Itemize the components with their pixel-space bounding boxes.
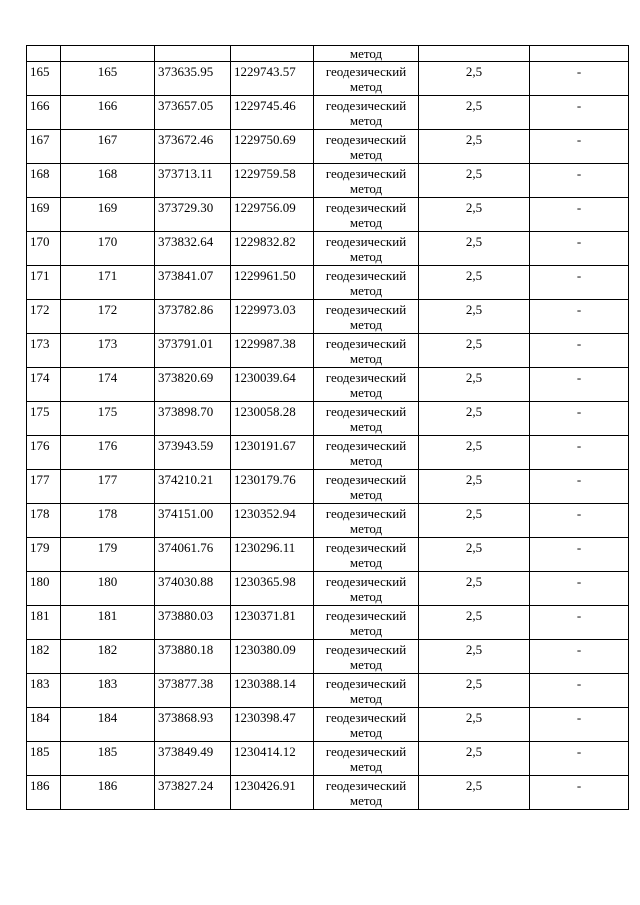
cell-accuracy: 2,5 [419, 470, 530, 504]
cell-row-number: 168 [27, 164, 61, 198]
method-line-2: метод [349, 793, 383, 808]
cell-note: - [530, 572, 629, 606]
cell-accuracy: 2,5 [419, 96, 530, 130]
cell-coordinate-y: 1229745.46 [231, 96, 314, 130]
cell-coordinate-x: 373729.30 [155, 198, 231, 232]
cell-accuracy: 2,5 [419, 266, 530, 300]
cell-row-number: 183 [27, 674, 61, 708]
cell-method [314, 96, 419, 130]
cell-method [314, 62, 419, 96]
cell-point-number: 176 [61, 436, 155, 470]
method-line-1: геодезический [325, 608, 407, 623]
cell-row-number: 169 [27, 198, 61, 232]
cell-empty [419, 46, 530, 62]
method-line-2: метод [349, 555, 383, 570]
method-line-1: геодезический [325, 676, 407, 691]
coordinates-table [26, 45, 629, 810]
cell-point-number: 171 [61, 266, 155, 300]
method-line-1: геодезический [325, 438, 407, 453]
method-line-2: метод [349, 351, 383, 366]
cell-row-number: 172 [27, 300, 61, 334]
table-row [27, 368, 629, 402]
table-row [27, 708, 629, 742]
cell-accuracy: 2,5 [419, 334, 530, 368]
cell-point-number: 165 [61, 62, 155, 96]
cell-coordinate-x: 373827.24 [155, 776, 231, 810]
cell-coordinate-y: 1229961.50 [231, 266, 314, 300]
cell-method-tail: метод [314, 46, 419, 62]
method-line-2: метод [349, 249, 383, 264]
table-row [27, 96, 629, 130]
cell-row-number: 173 [27, 334, 61, 368]
cell-coordinate-x: 373832.64 [155, 232, 231, 266]
cell-point-number: 180 [61, 572, 155, 606]
cell-coordinate-x: 374061.76 [155, 538, 231, 572]
cell-empty [231, 46, 314, 62]
cell-note: - [530, 300, 629, 334]
cell-coordinate-x: 373672.46 [155, 130, 231, 164]
cell-coordinate-x: 373898.70 [155, 402, 231, 436]
method-line-2: метод [349, 181, 383, 196]
cell-coordinate-y: 1230388.14 [231, 674, 314, 708]
cell-coordinate-y: 1230058.28 [231, 402, 314, 436]
table-body [27, 46, 629, 810]
cell-accuracy: 2,5 [419, 164, 530, 198]
cell-row-number: 186 [27, 776, 61, 810]
cell-note: - [530, 266, 629, 300]
cell-coordinate-y: 1230296.11 [231, 538, 314, 572]
table-row [27, 266, 629, 300]
method-line-1: геодезический [325, 404, 407, 419]
table-row [27, 674, 629, 708]
cell-accuracy: 2,5 [419, 572, 530, 606]
table-row [27, 640, 629, 674]
cell-method [314, 708, 419, 742]
cell-coordinate-y: 1230426.91 [231, 776, 314, 810]
cell-row-number: 171 [27, 266, 61, 300]
cell-method [314, 776, 419, 810]
cell-accuracy: 2,5 [419, 504, 530, 538]
cell-coordinate-y: 1229759.58 [231, 164, 314, 198]
cell-coordinate-x: 373782.86 [155, 300, 231, 334]
table-row [27, 198, 629, 232]
table-row [27, 538, 629, 572]
cell-point-number: 186 [61, 776, 155, 810]
method-line-1: геодезический [325, 778, 407, 793]
cell-point-number: 185 [61, 742, 155, 776]
cell-accuracy: 2,5 [419, 640, 530, 674]
cell-note: - [530, 470, 629, 504]
cell-note: - [530, 232, 629, 266]
cell-point-number: 175 [61, 402, 155, 436]
method-line-2: метод [349, 725, 383, 740]
cell-row-number: 180 [27, 572, 61, 606]
cell-note: - [530, 334, 629, 368]
cell-accuracy: 2,5 [419, 62, 530, 96]
cell-row-number: 185 [27, 742, 61, 776]
cell-point-number: 172 [61, 300, 155, 334]
cell-coordinate-y: 1230179.76 [231, 470, 314, 504]
method-line-2: метод [349, 79, 383, 94]
table-row [27, 62, 629, 96]
cell-note: - [530, 606, 629, 640]
cell-note: - [530, 776, 629, 810]
cell-coordinate-y: 1229743.57 [231, 62, 314, 96]
cell-coordinate-y: 1230365.98 [231, 572, 314, 606]
method-line-2: метод [349, 691, 383, 706]
cell-coordinate-x: 373635.95 [155, 62, 231, 96]
cell-coordinate-x: 373820.69 [155, 368, 231, 402]
cell-empty [27, 46, 61, 62]
method-line-2: метод [349, 215, 383, 230]
cell-method [314, 538, 419, 572]
cell-method [314, 266, 419, 300]
method-line-2: метод [349, 385, 383, 400]
cell-coordinate-x: 373841.07 [155, 266, 231, 300]
cell-note: - [530, 198, 629, 232]
cell-method [314, 470, 419, 504]
cell-coordinate-y: 1229973.03 [231, 300, 314, 334]
cell-row-number: 165 [27, 62, 61, 96]
cell-row-number: 175 [27, 402, 61, 436]
cell-method [314, 606, 419, 640]
cell-point-number: 184 [61, 708, 155, 742]
cell-note: - [530, 164, 629, 198]
method-line-1: геодезический [325, 744, 407, 759]
method-line-2: метод [349, 283, 383, 298]
cell-point-number: 177 [61, 470, 155, 504]
cell-coordinate-x: 373877.38 [155, 674, 231, 708]
table-row [27, 300, 629, 334]
cell-method [314, 742, 419, 776]
method-line-1: геодезический [325, 336, 407, 351]
method-line-1: геодезический [325, 710, 407, 725]
method-line-2: метод [349, 487, 383, 502]
cell-row-number: 170 [27, 232, 61, 266]
cell-method [314, 504, 419, 538]
cell-coordinate-y: 1230039.64 [231, 368, 314, 402]
cell-coordinate-x: 374210.21 [155, 470, 231, 504]
table-row [27, 232, 629, 266]
cell-empty [530, 46, 629, 62]
cell-row-number: 167 [27, 130, 61, 164]
method-line-2: метод [349, 759, 383, 774]
method-line-1: геодезический [325, 506, 407, 521]
cell-method [314, 572, 419, 606]
table-row [27, 776, 629, 810]
table-row [27, 334, 629, 368]
cell-method [314, 640, 419, 674]
cell-point-number: 181 [61, 606, 155, 640]
cell-row-number: 176 [27, 436, 61, 470]
cell-coordinate-y: 1229750.69 [231, 130, 314, 164]
cell-note: - [530, 62, 629, 96]
cell-accuracy: 2,5 [419, 606, 530, 640]
method-line-2: метод [349, 317, 383, 332]
cell-coordinate-y: 1230398.47 [231, 708, 314, 742]
table-row-continuation [27, 46, 629, 62]
cell-row-number: 184 [27, 708, 61, 742]
method-line-1: геодезический [325, 64, 407, 79]
cell-accuracy: 2,5 [419, 436, 530, 470]
cell-method [314, 300, 419, 334]
cell-method [314, 198, 419, 232]
table-row [27, 742, 629, 776]
cell-point-number: 179 [61, 538, 155, 572]
cell-coordinate-y: 1229832.82 [231, 232, 314, 266]
cell-method [314, 130, 419, 164]
table-row [27, 470, 629, 504]
cell-point-number: 174 [61, 368, 155, 402]
cell-accuracy: 2,5 [419, 130, 530, 164]
cell-note: - [530, 674, 629, 708]
table-row [27, 572, 629, 606]
method-line-2: метод [349, 147, 383, 162]
cell-point-number: 169 [61, 198, 155, 232]
cell-coordinate-y: 1230380.09 [231, 640, 314, 674]
cell-empty [61, 46, 155, 62]
cell-point-number: 166 [61, 96, 155, 130]
method-line-1: геодезический [325, 166, 407, 181]
cell-row-number: 174 [27, 368, 61, 402]
cell-row-number: 166 [27, 96, 61, 130]
cell-coordinate-x: 373713.11 [155, 164, 231, 198]
cell-accuracy: 2,5 [419, 368, 530, 402]
cell-note: - [530, 504, 629, 538]
cell-accuracy: 2,5 [419, 776, 530, 810]
method-line-1: геодезический [325, 132, 407, 147]
cell-note: - [530, 436, 629, 470]
cell-point-number: 170 [61, 232, 155, 266]
cell-point-number: 167 [61, 130, 155, 164]
cell-note: - [530, 130, 629, 164]
cell-coordinate-y: 1229756.09 [231, 198, 314, 232]
cell-coordinate-x: 373880.18 [155, 640, 231, 674]
cell-method [314, 402, 419, 436]
cell-coordinate-y: 1230352.94 [231, 504, 314, 538]
cell-note: - [530, 368, 629, 402]
cell-point-number: 183 [61, 674, 155, 708]
cell-point-number: 173 [61, 334, 155, 368]
method-line-2: метод [349, 113, 383, 128]
table-row [27, 606, 629, 640]
method-line-1: геодезический [325, 574, 407, 589]
cell-row-number: 178 [27, 504, 61, 538]
method-line-2: метод [349, 589, 383, 604]
cell-coordinate-x: 374030.88 [155, 572, 231, 606]
cell-note: - [530, 402, 629, 436]
cell-coordinate-x: 373657.05 [155, 96, 231, 130]
cell-row-number: 182 [27, 640, 61, 674]
cell-coordinate-x: 373880.03 [155, 606, 231, 640]
cell-note: - [530, 742, 629, 776]
cell-method [314, 436, 419, 470]
cell-row-number: 177 [27, 470, 61, 504]
cell-accuracy: 2,5 [419, 674, 530, 708]
method-line-2: метод [349, 657, 383, 672]
cell-method [314, 232, 419, 266]
cell-point-number: 178 [61, 504, 155, 538]
table-row [27, 164, 629, 198]
cell-coordinate-x: 373849.49 [155, 742, 231, 776]
table-row [27, 436, 629, 470]
cell-row-number: 179 [27, 538, 61, 572]
method-line-1: геодезический [325, 234, 407, 249]
method-line-1: геодезический [325, 302, 407, 317]
method-line-2: метод [349, 623, 383, 638]
cell-accuracy: 2,5 [419, 232, 530, 266]
cell-method [314, 334, 419, 368]
cell-method [314, 674, 419, 708]
cell-row-number: 181 [27, 606, 61, 640]
method-line-2: метод [349, 453, 383, 468]
cell-coordinate-y: 1230414.12 [231, 742, 314, 776]
table-row [27, 504, 629, 538]
cell-coordinate-x: 373943.59 [155, 436, 231, 470]
method-line-1: геодезический [325, 370, 407, 385]
method-line-1: геодезический [325, 200, 407, 215]
method-line-1: геодезический [325, 268, 407, 283]
cell-note: - [530, 708, 629, 742]
method-line-1: геодезический [325, 540, 407, 555]
cell-method [314, 164, 419, 198]
cell-coordinate-x: 373868.93 [155, 708, 231, 742]
method-line-2: метод [349, 419, 383, 434]
cell-note: - [530, 96, 629, 130]
method-line-1: геодезический [325, 642, 407, 657]
cell-coordinate-x: 374151.00 [155, 504, 231, 538]
cell-coordinate-y: 1230371.81 [231, 606, 314, 640]
cell-note: - [530, 538, 629, 572]
table-row [27, 130, 629, 164]
cell-accuracy: 2,5 [419, 300, 530, 334]
cell-point-number: 182 [61, 640, 155, 674]
cell-coordinate-y: 1230191.67 [231, 436, 314, 470]
cell-coordinate-x: 373791.01 [155, 334, 231, 368]
method-line-2: метод [349, 521, 383, 536]
method-line-1: геодезический [325, 98, 407, 113]
cell-accuracy: 2,5 [419, 742, 530, 776]
cell-accuracy: 2,5 [419, 708, 530, 742]
cell-coordinate-y: 1229987.38 [231, 334, 314, 368]
method-line-1: геодезический [325, 472, 407, 487]
cell-method [314, 368, 419, 402]
cell-empty [155, 46, 231, 62]
table-row [27, 402, 629, 436]
cell-accuracy: 2,5 [419, 198, 530, 232]
cell-point-number: 168 [61, 164, 155, 198]
cell-accuracy: 2,5 [419, 402, 530, 436]
cell-note: - [530, 640, 629, 674]
cell-accuracy: 2,5 [419, 538, 530, 572]
